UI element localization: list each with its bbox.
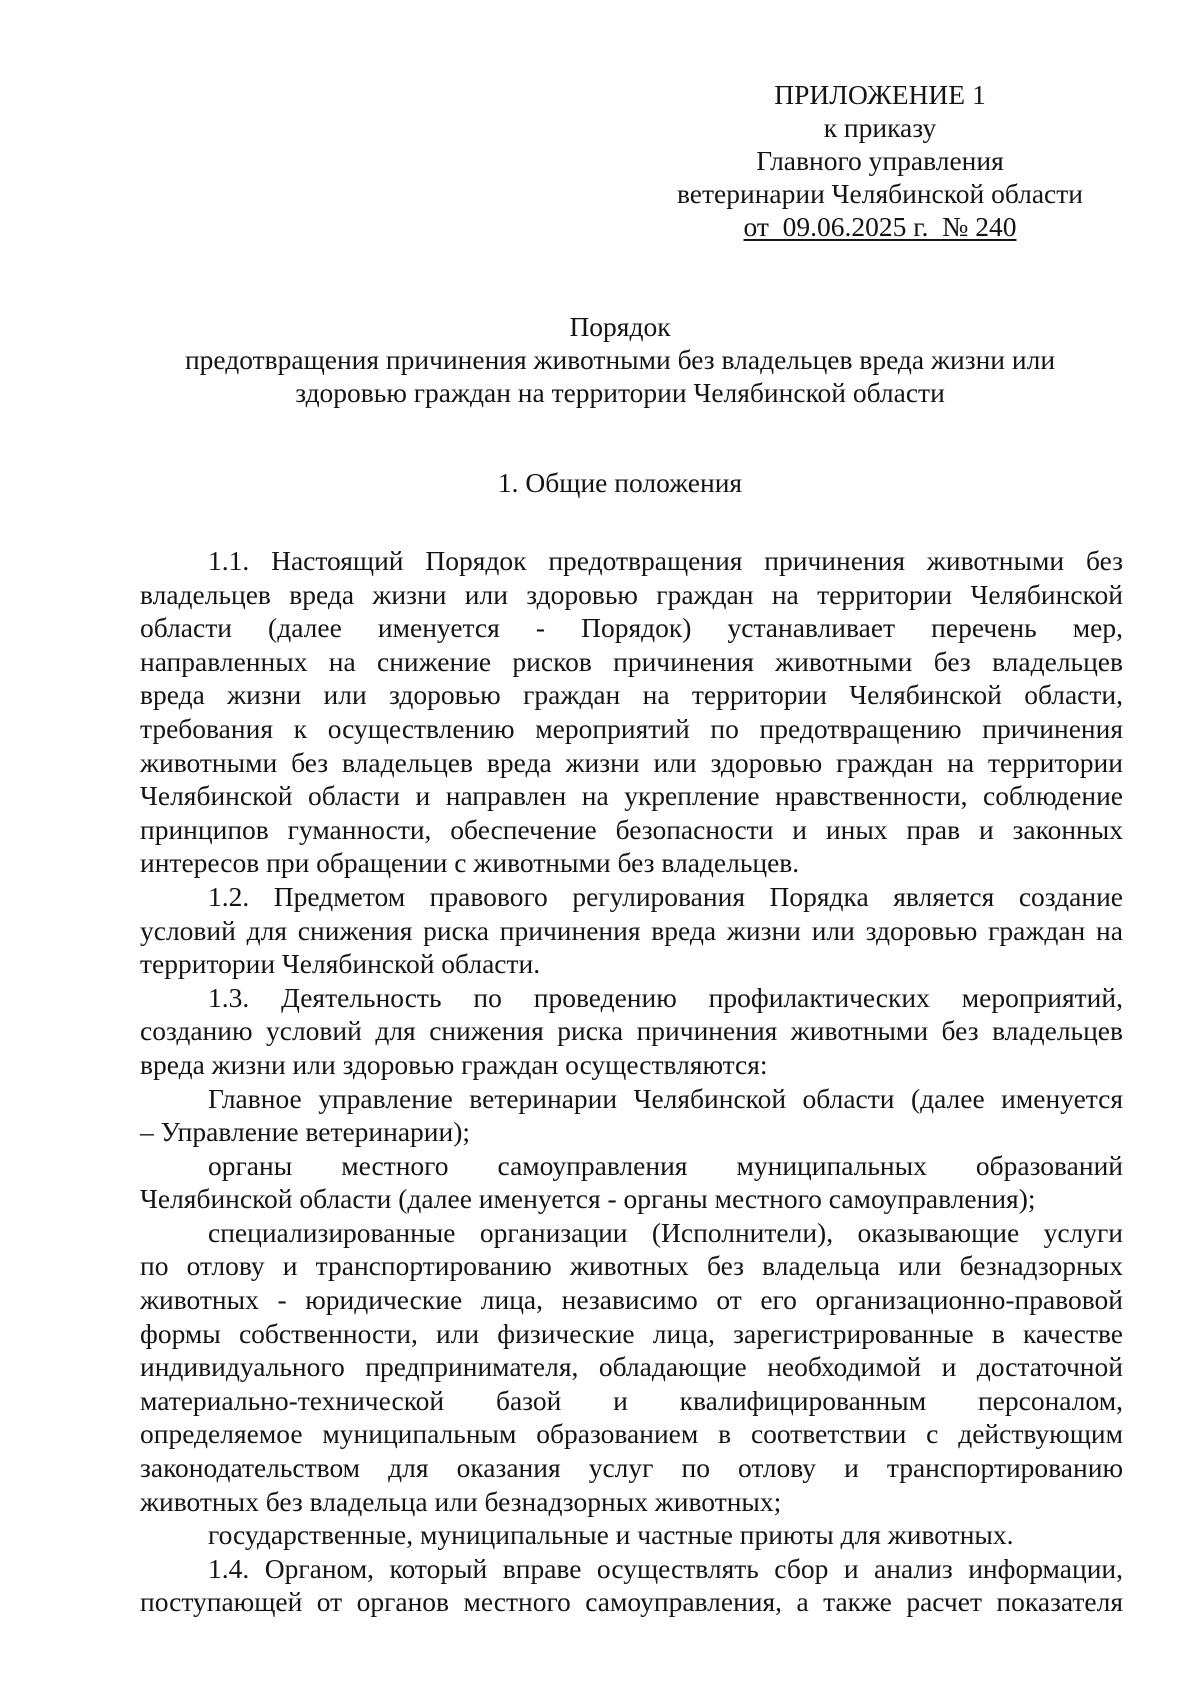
appendix-issuer-line1: Главного управления: [756, 145, 1004, 176]
document-body: [140, 544, 1123, 1619]
paragraph-1-2: [140, 880, 1123, 981]
text-line: органы местного самоуправления муниципальных образований: [208, 1149, 1123, 1181]
text-line: направленных на снижение рисков причинения животными без владельцев: [140, 645, 1123, 677]
paragraph-1-1: [140, 544, 1123, 880]
text-line: 1.1. Настоящий Порядок предотвращения причинения животными без: [208, 545, 1123, 576]
text-line: Главное управление ветеринарии Челябинской области (далее именуется: [208, 1082, 1123, 1114]
text-line: животными без владельцев вреда жизни или здоровью граждан на территории: [140, 746, 1123, 778]
text-line: формы собственности, или физические лица, зарегистрированные в качестве: [140, 1317, 1123, 1349]
title-line-1: Порядок: [569, 311, 671, 342]
text-line: животных - юридические лица, независимо от его организационно-правовой: [140, 1284, 1123, 1316]
paragraph-1-4: [140, 1552, 1123, 1619]
text-line: вреда жизни или здоровью граждан на территории Челябинской области,: [140, 679, 1123, 711]
text-line: вреда жизни или здоровью граждан осуществляются:: [140, 1048, 768, 1080]
text-line: 1.3. Деятельность по проведению профилактических мероприятий,: [208, 981, 1123, 1013]
text-line: по отлову и транспортированию животных без владельца или безнадзорных: [140, 1250, 1123, 1282]
appendix-issuer-line2: ветеринарии Челябинской области: [676, 178, 1083, 209]
text-line: определяемое муниципальным образованием в соответствии с действующим: [140, 1418, 1123, 1450]
text-line: материально-технической базой и квалифицированным персоналом,: [140, 1384, 1123, 1416]
appendix-to-order: к приказу: [823, 112, 937, 143]
text-line: индивидуального предпринимателя, обладающие необходимой и достаточной: [140, 1351, 1123, 1383]
paragraph-1-3: [140, 981, 1123, 1082]
text-line: Челябинской области и направлен на укрепление нравственности, соблюдение: [140, 780, 1123, 812]
text-line: государственные, муниципальные и частные приюты для животных.: [208, 1519, 1014, 1551]
section-heading: 1. Общие положения: [497, 467, 743, 498]
text-line: созданию условий для снижения риска причинения животными без владельцев: [140, 1015, 1123, 1047]
text-line: 1.2. Предметом правового регулирования Порядка является создание: [208, 880, 1123, 912]
text-line: области (далее именуется - Порядок) устанавливает перечень мер,: [140, 612, 1123, 644]
text-line: специализированные организации (Исполнители), оказывающие услуги: [208, 1216, 1123, 1248]
list-item-specialized-organizations: [140, 1216, 1123, 1518]
title-line-3: здоровью граждан на территории Челябинской области: [295, 377, 945, 408]
text-line: условий для снижения риска причинения вреда жизни или здоровью граждан на: [140, 914, 1123, 946]
text-line: принципов гуманности, обеспечение безопасности и иных прав и законных: [140, 813, 1123, 845]
list-item-shelters: [140, 1518, 1123, 1552]
document-title: [140, 310, 1100, 409]
text-line: – Управление ветеринарии);: [140, 1116, 471, 1148]
list-item-local-government: [140, 1149, 1123, 1216]
text-line: животных без владельца или безнадзорных животных;: [140, 1485, 782, 1517]
text-line: законодательством для оказания услуг по отлову и транспортированию: [140, 1452, 1123, 1484]
order-date-number: от 09.06.2025 г. № 240: [743, 211, 1017, 242]
text-line: 1.4. Органом, который вправе осуществлять сбор и анализ информации,: [208, 1552, 1123, 1584]
title-line-2: предотвращения причинения животными без владельцев вреда жизни или: [184, 344, 1056, 375]
text-line: интересов при обращении с животными без владельцев.: [140, 847, 800, 879]
text-line: поступающей от органов местного самоуправления, а также расчет показателя: [140, 1586, 1123, 1618]
text-line: Челябинской области (далее именуется - органы местного самоуправления);: [140, 1183, 1036, 1215]
appendix-number: ПРИЛОЖЕНИЕ 1: [774, 79, 986, 110]
text-line: владельцев вреда жизни или здоровью граждан на территории Челябинской: [140, 578, 1123, 610]
list-item-veterinary-department: [140, 1082, 1123, 1149]
appendix-header: [640, 78, 1120, 243]
text-line: требования к осуществлению мероприятий по предотвращению причинения: [140, 712, 1123, 744]
text-line: территории Челябинской области.: [140, 948, 541, 980]
